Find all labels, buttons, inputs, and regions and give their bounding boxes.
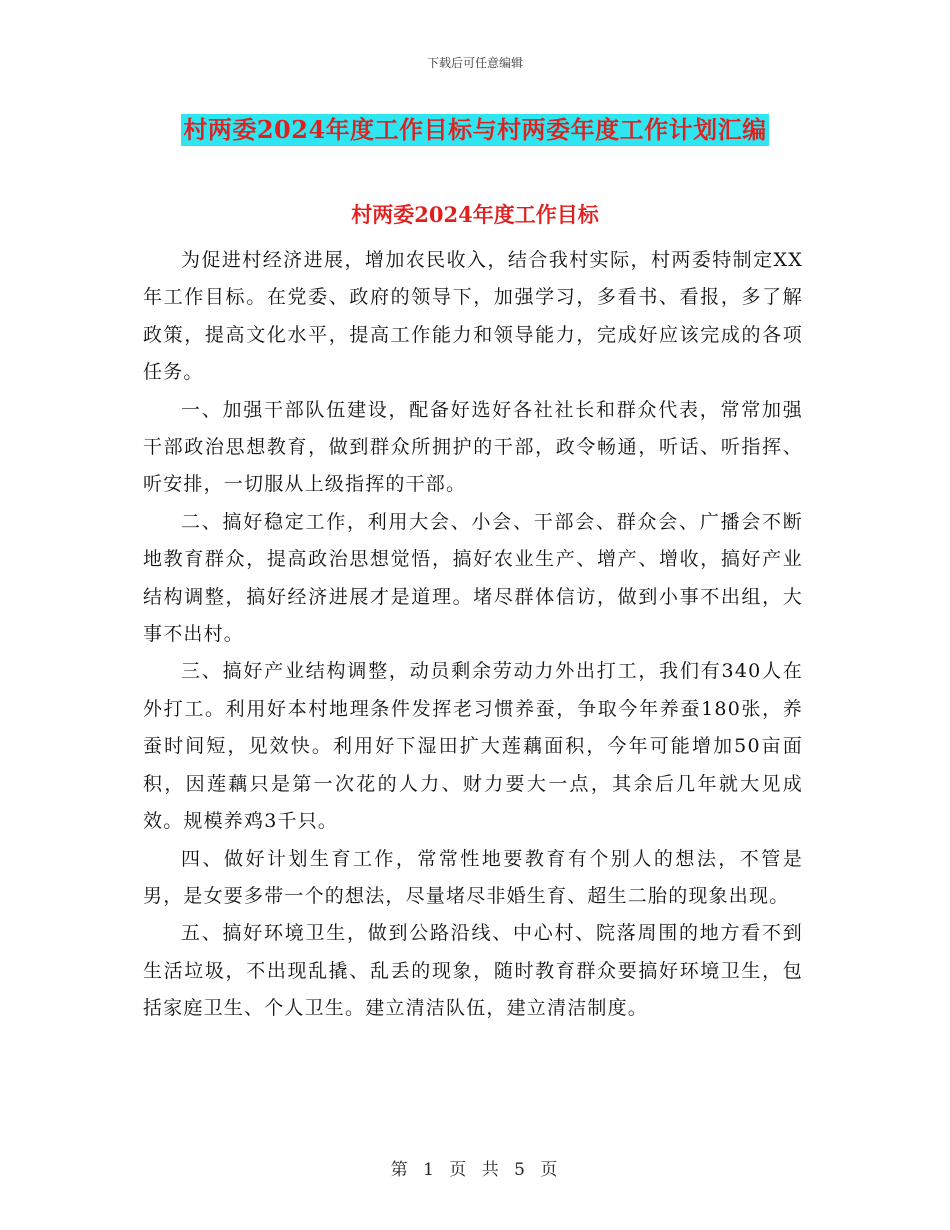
paragraph-item-4: 四、做好计划生育工作，常常性地要教育有个别人的想法，不管是男，是女要多带一个的想法，尽量堵尽非婚生育、超生二胎的现象出现。 — [143, 847, 803, 907]
section-title: 村两委2024年度工作目标 — [351, 202, 599, 227]
document-body — [143, 242, 803, 1028]
document-title: 村两委2024年度工作目标与村两委年度工作计划汇编 — [183, 115, 767, 144]
paragraph-item-5: 五、搞好环境卫生，做到公路沿线、中心村、院落周围的地方看不到生活垃圾，不出现乱撬、乱丢的现象，随时教育群众要搞好环境卫生，包括家庭卫生、个人卫生。建立清洁队伍，建立清洁制度。 — [143, 922, 803, 1020]
header-note: 下载后可任意编辑 — [426, 56, 523, 70]
paragraph-item-3: 三、搞好产业结构调整，动员剩余劳动力外出打工，我们有340人在外打工。利用好本村地理条件发挥老习惯养蚕，争取今年养蚕180张，养蚕时间短，见效快。利用好下湿田扩大莲藕面积，今年可能增加50亩面积，因莲藕只是第一次花的人力、财力要大一点，其余后几年就大见成效。规模养鸡3千只。 — [143, 660, 803, 833]
document-title-container — [0, 114, 950, 146]
page-number-footer: 第 1 页 共 5 页 — [390, 1160, 560, 1180]
paragraph-item-1: 一、加强干部队伍建设，配备好选好各社社长和群众代表，常常加强干部政治思想教育，做到群众所拥护的干部，政令畅通，听话、听指挥、听安排，一切服从上级指挥的干部。 — [143, 398, 803, 496]
paragraph-intro: 为促进村经济进展，增加农民收入，结合我村实际，村两委特制定XX年工作目标。在党委、政府的领导下，加强学习，多看书、看报，多了解政策，提高文化水平，提高工作能力和领导能力，完成好应该完成的各项任务。 — [143, 249, 803, 384]
paragraph-item-2: 二、搞好稳定工作，利用大会、小会、干部会、群众会、广播会不断地教育群众，提高政治思想觉悟，搞好农业生产、增产、增收，搞好产业结构调整，搞好经济进展才是道理。堵尽群体信访，做到小事不出组，大事不出村。 — [143, 510, 803, 646]
